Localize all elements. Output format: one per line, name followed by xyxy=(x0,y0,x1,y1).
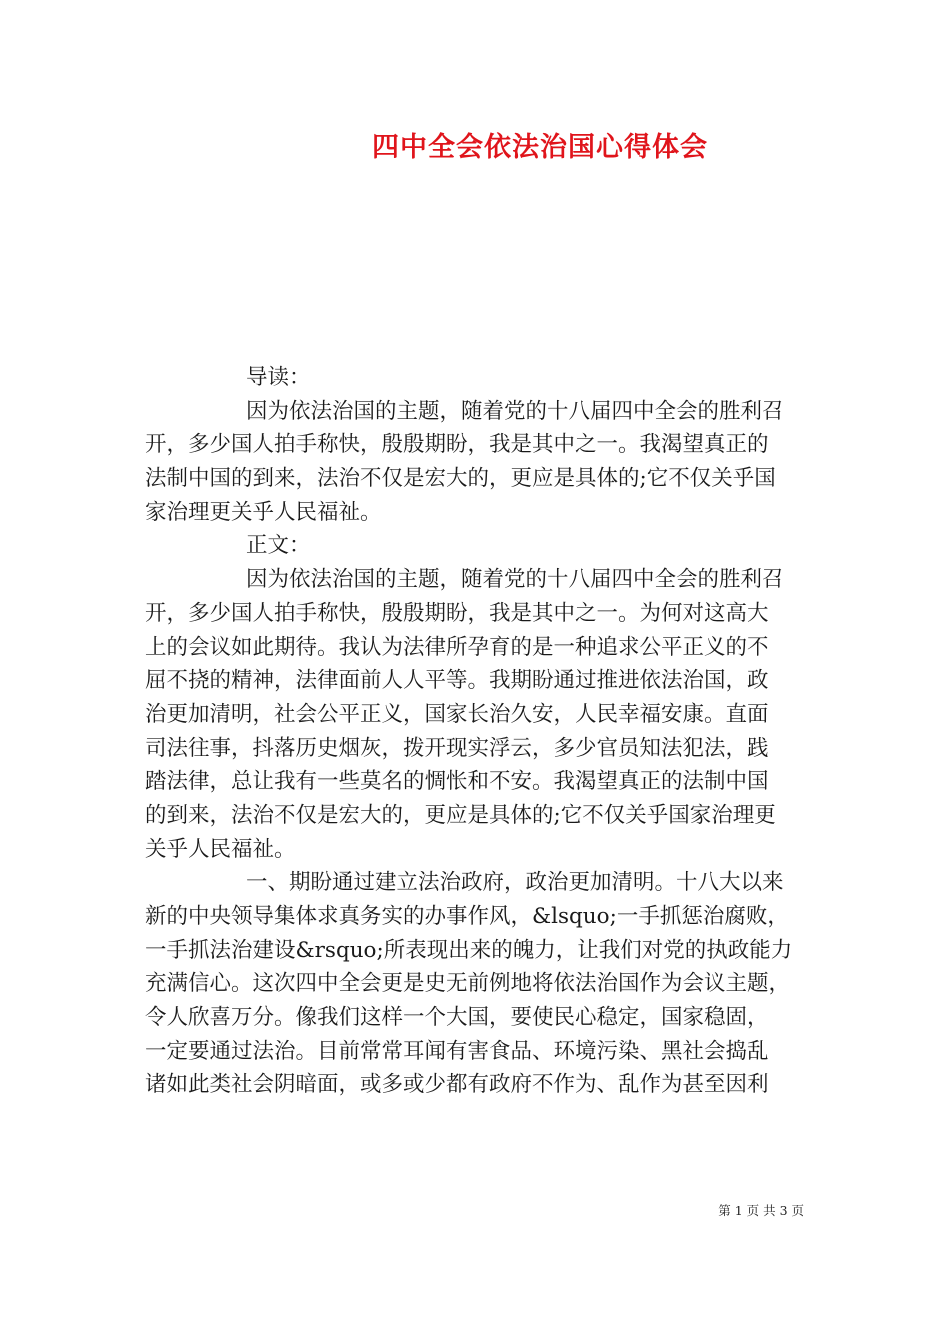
body-line: 踏法律，总让我有一些莫名的惆怅和不安。我渴望真正的法制中国 xyxy=(145,769,769,795)
body-line: 司法往事，抖落历史烟灰，拨开现实浮云，多少官员知法犯法，践 xyxy=(145,735,769,761)
body-line: 一、期盼通过建立法治政府，政治更加清明。十八大以来 xyxy=(246,870,784,896)
body-line: 关乎人民福祉。 xyxy=(145,836,296,862)
body-line: 因为依法治国的主题，随着党的十八届四中全会的胜利召 xyxy=(246,567,784,593)
body-line: 法制中国的到来，法治不仅是宏大的，更应是具体的;它不仅关乎国 xyxy=(145,466,776,492)
document-body xyxy=(145,361,805,1102)
body-line: 上的会议如此期待。我认为法律所孕育的是一种追求公平正义的不 xyxy=(145,634,769,660)
body-line: 屈不挠的精神，法律面前人人平等。我期盼通过推进依法治国，政 xyxy=(145,668,769,694)
body-line: 开，多少国人拍手称快，殷殷期盼，我是其中之一。我渴望真正的 xyxy=(145,432,769,458)
body-line: 家治理更关乎人民福祉。 xyxy=(145,499,382,525)
body-line: 充满信心。这次四中全会更是史无前例地将依法治国作为会议主题， xyxy=(145,971,791,997)
page-number: 第 1 页 共 3 页 xyxy=(718,1203,804,1218)
body-line: 导读： xyxy=(246,365,311,390)
body-line: 因为依法治国的主题，随着党的十八届四中全会的胜利召 xyxy=(246,398,784,424)
body-line: 新的中央领导集体求真务实的办事作风，&lsquo;一手抓惩治腐败， xyxy=(145,904,789,929)
body-line: 诸如此类社会阴暗面，或多或少都有政府不作为、乱作为甚至因利 xyxy=(145,1072,769,1098)
body-line: 一定要通过法治。目前常常耳闻有害食品、环境污染、黑社会捣乱 xyxy=(145,1038,769,1064)
body-line: 的到来，法治不仅是宏大的，更应是具体的;它不仅关乎国家治理更 xyxy=(145,802,776,828)
body-line: 一手抓法治建设&rsquo;所表现出来的魄力，让我们对党的执政能力 xyxy=(145,937,793,963)
body-line: 治更加清明，社会公平正义，国家长治久安，人民幸福安康。直面 xyxy=(145,701,769,727)
body-line: 正文： xyxy=(246,533,311,559)
body-line: 令人欣喜万分。像我们这样一个大国，要使民心稳定，国家稳固， xyxy=(145,1005,769,1031)
body-line: 开，多少国人拍手称快，殷殷期盼，我是其中之一。为何对这高大 xyxy=(145,600,769,626)
document-title: 四中全会依法治国心得体会 xyxy=(372,132,708,163)
